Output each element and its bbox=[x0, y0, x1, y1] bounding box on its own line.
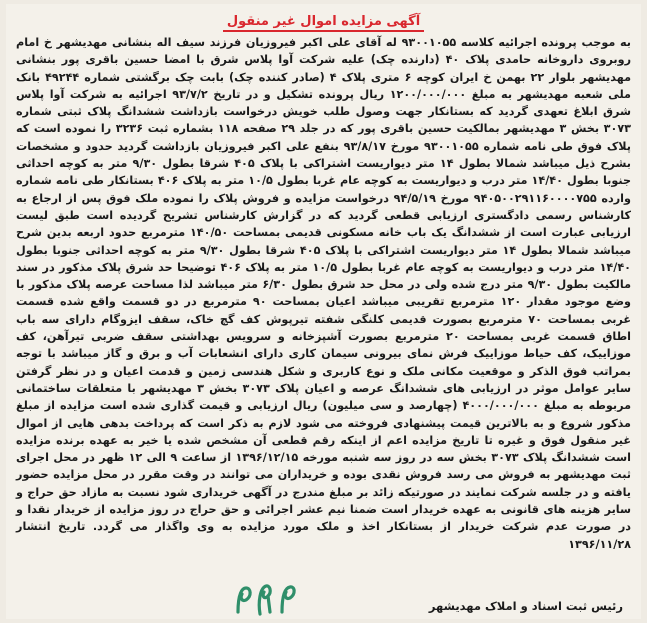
notice-title-wrap bbox=[6, 10, 641, 29]
auction-notice bbox=[6, 4, 641, 619]
notice-body: به موجب پرونده اجرائیه کلاسه ۹۳۰۰۱۰۵۵ له آقای علی اکبر فیروزیان فرزند سیف اله بنشانی مهدیشهر خ امام روبروی داروخانه حامدی پلاک ۴۰ (دارنده چک) علیه شرکت آوا پلاس شرق با امضا حسین باقری پور بنشانی مهدیشهر بلوار ۲۲ بهمن خ ایران کوچه ۶ متری پلاک ۴ (صادر کننده چک) بابت چک برگشتی شماره ۴۹۲۴۴ بانک ملی شعبه مهدیشهر به مبلغ ۱۲۰۰/۰۰۰/۰۰۰ ریال پرونده تشکیل و در تاریخ ۹۳/۷/۲ اجرائیه به شرکت آوا پلاس شرق ابلاغ تعهدی گردید که بستانکار جهت وصول طلب خویش درخواست بازداشت ششدانگ پلاک ثبتی شماره ۳۰۷۳ بخش ۳ مهدیشهر بمالکیت حسین باقری پور که در جلد ۲۹ صفحه ۱۱۸ بشماره ثبت ۳۲۳۶ را نموده است که پلاک فوق طی نامه شماره ۹۳۰۰۱۰۵۵ مورخ ۹۳/۸/۱۷ بنفع علی اکبر فیروزیان بازداشت گردید حدود و مشخصات بشرح ذیل میباشد شمالا بطول ۱۴ متر دیواریست اشتراکی با پلاک ۴۰۵ شرقا بطول ۹/۳۰ متر به کوچه احداثی جنوبا بطول ۱۴/۴۰ متر درب و دیواریست به کوچه عام غربا بطول ۱۰/۵ متر به پلاک ۴۰۶ بستانکار طی نامه شماره وارده ۹۴۰۵۰۰۲۹۱۱۶۰۰۰۰۷۵۵ مورخ ۹۴/۵/۱۹ درخواست مزایده و فروش پلاک را نموده ملک فوق پس از ارجاع به کارشناس رسمی دادگستری ارزیابی قطعی گردید که در گزارش کارشناس تشریح گردیده است طبق لیست ارزیابی عبارت است از ششدانگ یک باب خانه مسکونی قدیمی بمساحت ۱۴۰/۵۰ مترمربع حدود اربعه بدین شرح میباشد شمالا بطول ۱۴ متر دیواریست اشتراکی با پلاک ۴۰۵ شرقا بطول ۹/۳۰ متر به کوچه احداثی جنوبا بطول ۱۴/۴۰ متر درب و دیواریست به کوچه عام غربا بطول ۱۰/۵ متر به پلاک ۴۰۶ توضیحا حد شرق پلاک مذکور در سند مالکیت بطول ۹/۳۰ متر درج شده ولی در محل حد شرق بطول ۶/۳۰ متر میباشد لذا مساحت عرصه پلاک مذکور با وضع موجود مقدار ۱۲۰ مترمربع تقریبی میباشد اعیان بمساحت ۹۰ مترمربع در دو قسمت واقع شده قسمت غربی بمساحت ۷۰ مترمربع بصورت قدیمی کلنگی شفته تیرپوش کف گچ خاک، سقف ایزوگام دارای سه باب اطاق قسمت غربی بمساحت ۲۰ مترمربع بصورت آشپزخانه و سرویس بهداشتی سقف ضربی تیرآهن، کف موزاییک، کف حیاط موزاییک فرش نمای بیرونی سیمان کاری دارای انشعابات آب و برق و گاز میباشد با توجه بمراتب فوق الذکر و موقعیت مکانی ملک و نوع کاربری و شکل هندسی زمین و قدمت اعیان و در نظر گرفتن سایر عوامل موثر در ارزیابی های ششدانگ عرصه و اعیان پلاک ۳۰۷۳ بخش ۳ مهدیشهر با متعلقات ساختمانی مربوطه به مبلغ ۴۰۰۰/۰۰۰/۰۰۰ (چهارصد و سی میلیون) ریال ارزیابی و قیمت گذاری شده است مزایده از مبلغ مذکور شروع و به بالاترین قیمت پیشنهادی فروخته می شود لازم به ذکر است که پرداخت بدهی هایی از اموال غیر منقول فوق و غیره تا تاریخ مزایده اعم از اینکه رقم قطعی آن مشخص شده یا خیر به عهده برنده مزایده است ششدانگ پلاک ۳۰۷۳ بخش سه در روز سه شنبه مورخه ۱۳۹۶/۱۲/۱۵ از ساعت ۹ الی ۱۲ ظهر در محل اجرای ثبت مهدیشهر به فروش می رسد فروش نقدی بوده و خریداران می توانند در وقت مقرر در محل مزایده حضور یافته و در جلسه شرکت نمایند در صورتیکه زائد بر مبلغ مندرج در آگهی خریداری شود نسبت به مازاد حق حراج و سایر هزینه های قانونی به عهده خریدار است ضمنا نیم عشر اجرائی و حق حراج در روز مزایده از خریدار نقدا و در صورت عدم شرکت خریدار از بستانکار اخذ و ملک مورد مزایده به وی واگذار می گردد. تاریخ انتشار ۱۳۹۶/۱۱/۲۸ bbox=[16, 36, 632, 551]
handwritten-number-mark bbox=[232, 572, 302, 620]
signature: رئیس ثبت اسناد و املاک مهدیشهر bbox=[428, 599, 623, 613]
notice-title: آگهی مزایده اموال غیر منقول bbox=[223, 14, 424, 32]
